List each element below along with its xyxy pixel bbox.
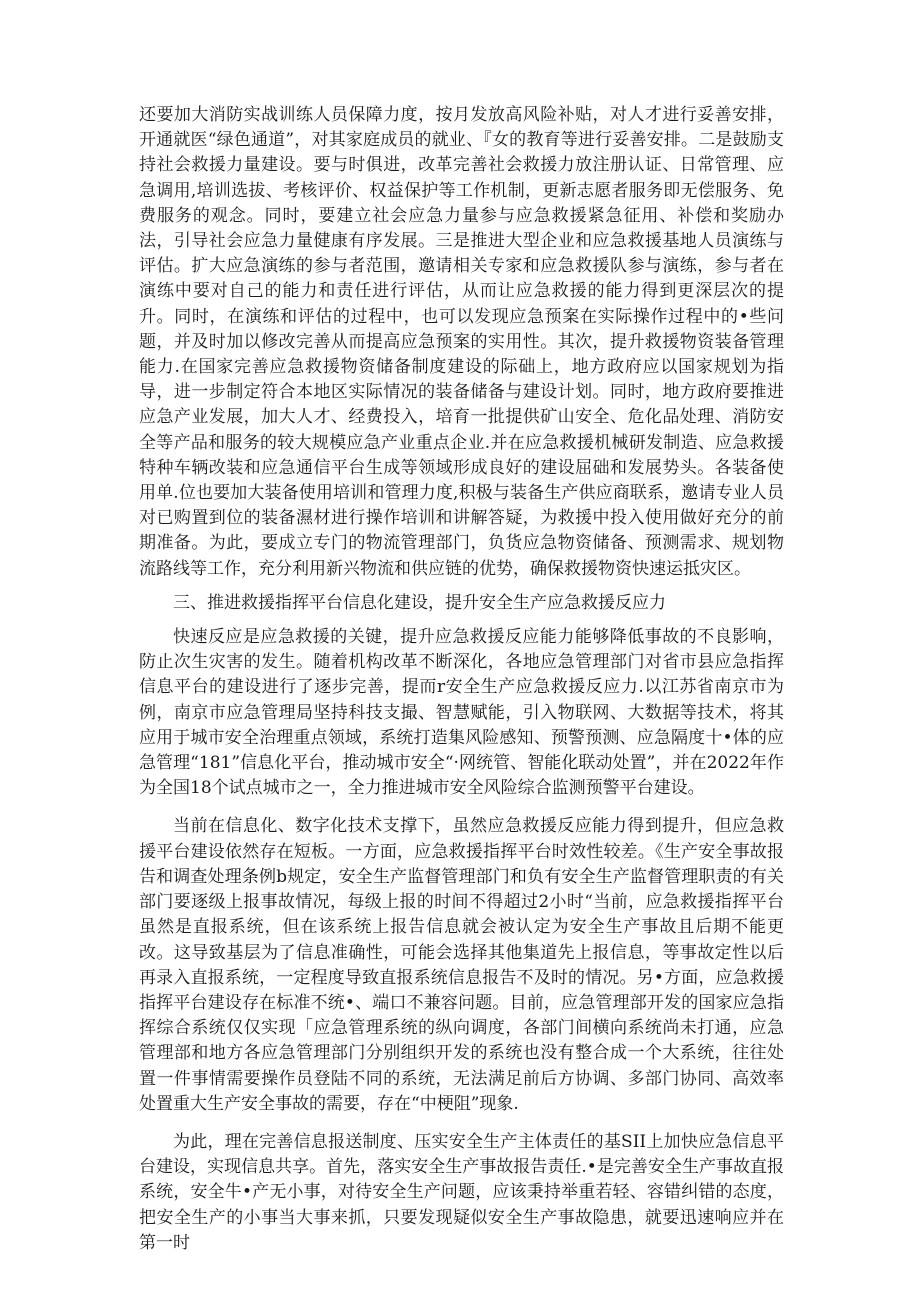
body-paragraph-3: 当前在信息化、数字化技术支撑下，虽然应急救援反应能力得到提升，但应急救援平台建设依然存在短板。一方面，应急救援指挥平台时效性较差。《生产安全事故报告和调查处理条例b规定，安全生产监督管理部门和负有安全生产监督管理职责的有关部门要逐级上报事故情况，每级上报的时间不得超过2小时“当前，应急救援指挥平台虽然是直报系统，但在该系统上报告信息就会被认定为安全生产事故且后期不能更改。这导致基层为了信息准确性，可能会选择其他集道先上报信息，等事故定性以后再录入直报系统，一定程度导致直报系统信息报告不及时的情况。另•方面，应急救援指挥平台建设存在标准不统•、端口不兼容问题。目前，应急管理部开发的国家应急指挥综合系统仅仅实现「应急管理系统的纵向调度，各部门间横向系统尚未打通，应急管理部和地方各应急管理部门分别组织开发的系统也没有整合成一个大系统，往往处置一件事情需要操作员登陆不同的系统，无法满足前后方协调、多部门协同、高效率处置重大生产安全事故的需要，存在“中梗阻”现象. [139, 816, 784, 1114]
paragraph-gap [139, 582, 784, 591]
body-paragraph-2: 快速反应是应急救援的关键，提升应急救援反应能力能够降低事故的不良影响，防止次生灾害的发生。随着机构改革不断深化，各地应急管理部门对省市县应急指挥信息平台的建设进行了逐步完善，提而r安全生产应急救援反应力.以江苏省南京市为例，南京市应急管理局坚持科技支撮、智慧赋能，引入物联网、大数据等技术，将其应用于城市安全治理重点领域，系统打造集风险感知、预警预测、应急隔度十•体的应急管理“181”信息化平台，推动城市安全“·网统管、智能化联动处置”，并在2022年作为全国18个试点城市之一，全力推进城市安全风险综合监测预警平台建设。 [139, 627, 784, 799]
document-page [139, 103, 784, 1256]
section-heading: 三、推进救援指挥平台信息化建设，提升安全生产应急救援反应力 [173, 592, 666, 613]
paragraph-gap [139, 1117, 784, 1130]
paragraph-gap [139, 801, 784, 814]
paragraph-gap [139, 616, 784, 625]
body-paragraph-1: 还要加大消防实战训练人员保障力度，按月发放高风险补贴，对人才进行妥善安排，开通就医“绿色通道”，对其家庭成员的就业、『女的教育等进行妥善安排。二是鼓励支持社会救援力量建设。要与时俱进，改革完善社会救援力放注册认证、日常管理、应急调用,培训选拔、考核评价、权益保护等工作机制，更新志愿者服务即无偿服务、免费服务的观念。同时，要建立社会应急力量参与应急救援紧急征用、补偿和奖励办法，引导社会应急力量健康有序发展。三是推进大型企业和应急救援基地人员演练与评估。扩大应急演练的参与者范围，邀请相关专家和应急救援队参与演练，参与者在演练中要对自己的能力和责任进行评估，从而让应急救援的能力得到更深层次的提升。同时，在演练和评估的过程中，也可以发现应急预案在实际操作过程中的•些问题，并及时加以修改完善从而提高应急预案的实用性。其次，提升救援物资装备管理能力.在国家完善应急救援物资储备制度建设的际础上，地方政府应以国家规划为指导，进一步制定符合本地区实际情况的装备储备与建设计划。同时，地方政府要推进应急产业发展，加大人才、经费投入，培育一批提供矿山安全、危化品处理、消防安全等产品和服务的较大规模应急产业重点企业.并在应急救援机械研发制造、应急救援特种车辆改装和应急通信平台生成等领域形成良好的建设屈础和发展势头。各装备使用单.位也要加大装备使用培训和管理力度,积极与装备生产供应商联系，邀请专业人员对已购置到位的装备濕材进行操作培训和讲解答疑，为救援中投入使用做好充分的前期准备。为此，要成立专门的物流管理部门，负货应急物资储备、预测需求、规划物流路线等工作，充分利用新兴物流和供应链的优势，确保救援物资快速运抵灾区。 [139, 105, 784, 579]
body-paragraph-4: 为此，理在完善信息报送制度、压实安全生产主体责任的基SII上加快应急信息平台建设，实现信息共享。首先，落实安全生产事故报告责任.•是完善安全生产事故直报系统，安全牛•产无小事，对待安全生产问题，应该秉持举重若轻、容错纠错的态度，把安全生产的小事当大事来抓，只要发现疑似安全生产事故隐患，就要迅速响应并在第一时 [139, 1131, 784, 1253]
